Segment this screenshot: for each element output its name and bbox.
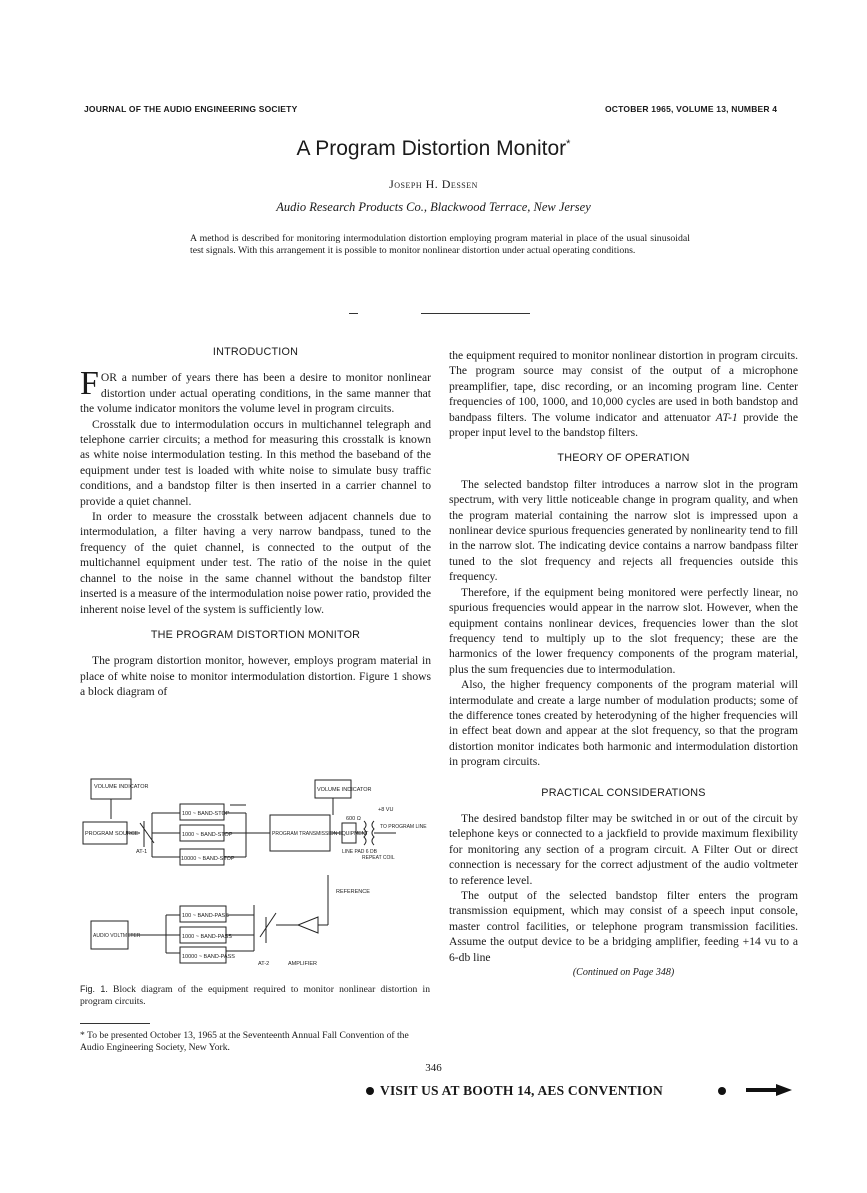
arrow-right-icon [746,1082,794,1098]
intro-paragraph-3: In order to measure the crosstalk between adjacent channels due to intermodulation, a filter having a very narrow bandpass, tuned to the frequency of the quiet channel, is connected to the output of the multichannel equipment under test. The ratio of the noise in the quiet channel to the noise in the same channel without the bandstop filter inserted is a measure of the intermodulation noise power ratio, provided the inherent noise level of the system is sufficiently low. [80,510,431,616]
figure-caption [80,983,430,1008]
monitor-cont-text-b: provide the proper input level to the bandstop filters. [449,410,798,440]
page-number: 346 [425,1062,442,1074]
footnote: * To be presented October 13, 1965 at the Seventeenth Annual Fall Convention of the Audio Engineering Society, New York. [80,1030,409,1053]
fig-label-pass-1000: 1000 ~ BAND-PASS [182,934,232,940]
fig-label-to-line: TO PROGRAM LINE [380,824,427,830]
intro-paragraph-2: Crosstalk due to intermodulation occurs in multichannel telegraph and telephone carrier circuits; a method for measuring this crosstalk is known as white noise intermodulation testing. In this method the baseband of the equipment under test is loaded with white noise to simulate busy traffic conditions, and a bandstop filter is then inserted in a carrier channel to provide a quiet channel. [80,417,431,508]
continued-note: (Continued on Page 348) [572,967,675,979]
fig-label-transmission: PROGRAM TRANSMISSION EQUIPMENT [272,831,369,837]
monitor-cont-at1: AT-1 [715,410,738,424]
fig-label-reference: REFERENCE [336,889,370,895]
fig-label-stop-10000: 10000 ~ BAND-STOP [181,856,235,862]
amplifier-triangle [298,917,318,933]
practical-paragraph-1: The desired bandstop filter may be switched in or out of the circuit by telephone keys or connected to a jackfield to provide maximum flexibility for monitoring any section of a program circuit. A Filter Out or direct connection is necessary for the correct adjustment of the audio voltmeter to reference level. [449,811,798,887]
fig-label-pass-10000: 10000 ~ BAND-PASS [182,954,235,960]
monitor-paragraph-continued [449,348,798,440]
journal-name: JOURNAL OF THE AUDIO ENGINEERING SOCIETY [84,104,298,114]
article-title [0,137,867,161]
theory-paragraph-1: The selected bandstop filter introduces a narrow slot in the program spectrum, with very little noticeable change in program quality, and when the program material containing the narrow slot is impressed upon a nonlinear device spurious frequencies generated by nonlinearity tend to fill in the narrow slot. The indicating device contains a narrow bandpass filter tuned to the slot frequency and rejects all frequencies outside this frequency. [449,477,798,584]
drop-cap: F [80,365,99,403]
caption-text: Block diagram of the equipment required to monitor nonlinear distortion in program circuits. [80,984,430,1007]
intro-p1-text: OR a number of years there has been a desire to monitor nonlinear distortion under actual operating conditions, in the same manner that the volume indicator monitors the volume level in program circuits. [80,371,431,416]
fig-label-pass-100: 100 ~ BAND-PASS [182,913,229,919]
heading-monitor: THE PROGRAM DISTORTION MONITOR [150,628,361,641]
issue-info: OCTOBER 1965, VOLUME 13, NUMBER 4 [605,104,778,114]
at2-attenuator [260,913,276,937]
fig-label-dist-indicator: VOLUME INDICATOR [317,787,372,793]
fig-label-program-source: PROGRAM SOURCE [85,831,139,837]
separator-short [349,313,358,314]
fig-label-db: +8 VU [378,807,394,813]
separator-long [421,313,530,314]
booth-notice: VISIT US AT BOOTH 14, AES CONVENTION [380,1083,663,1098]
heading-introduction: INTRODUCTION [212,346,299,358]
fig-label-stop-1000: 1000 ~ BAND-STOP [182,832,233,838]
bullet-dot-left [366,1087,374,1095]
fig-label-bridging: 600 Ω [346,816,361,822]
author-name: Joseph H. Dessen [389,177,478,191]
heading-theory: THEORY OF OPERATION [557,452,690,465]
title-text: A Program Distortion Monitor [296,137,567,160]
fig-label-volume-indicator: VOLUME INDICATOR [94,784,149,790]
intro-paragraph-1 [80,365,431,416]
title-footnote-mark: * [566,138,571,150]
bullet-dot-right [718,1087,726,1095]
monitor-cont-text-a: the equipment required to monitor nonlinear distortion in program circuits. The program source may consist of the output of a microphone preamplifier, tape, disc recording, or an incoming program line. Center frequencies of 100, 1000, and 10,000 cycles are used in both bandstop and bandpass filters. The volume indicator and attenuator [449,349,798,424]
theory-paragraph-3: Also, the higher frequency components of the program material will intermodulate and create a large number of modulation products; some of the difference tones created by heterodyning of the higher frequencies will in effect beat down and appear at the slot frequency, so that the program distortion monitor indicates both harmonic and intermodulation distortion in program circuits. [449,678,798,769]
right-column [449,348,798,980]
fig-label-amplifier: AMPLIFIER [288,961,318,967]
fig-label-stop-100: 100 ~ BAND-STOP [182,811,230,817]
fig-label-repeat-coil: REPEAT COIL [362,855,395,861]
abstract: A method is described for monitoring intermodulation distortion employing program material in place of the usual sinusoidal test signals. With this arrangement it is possible to monitor nonlinear distortion under actual operating conditions. [190,233,690,257]
theory-paragraph-2: Therefore, if the equipment being monitored were perfectly linear, no spurious frequencies would appear in the narrow slot. However, when the equipment contains nonlinear devices, frequencies lower than the slot frequency tend to multiply up to the slot frequency; these are the harmonics of the lower frequency components of the program material, plus the sum frequencies due to intermodulation. [449,585,798,676]
heading-practical: PRACTICAL CONSIDERATIONS [541,786,706,799]
fig-label-at2: AT-2 [258,961,270,967]
monitor-paragraph-1: The program distortion monitor, however, employs program material in place of white noise to monitor intermodulation distortion. Figure 1 shows a block diagram of [80,654,431,699]
affiliation: Audio Research Products Co., Blackwood Terrace, New Jersey [276,200,591,214]
figure-1-block-diagram [80,775,432,975]
left-column [80,336,431,700]
fig-label-line-pad: LINE PAD 6 DB [342,849,377,855]
fig-label-audio-voltmeter: AUDIO VOLTMETER [93,933,141,939]
caption-label: Fig. 1. [80,984,108,994]
footnote-rule [80,1023,150,1024]
fig-label-at1: AT-1 [136,849,148,855]
practical-paragraph-2: The output of the selected bandstop filter enters the program transmission equipment, which may consist of a speech input console, master control facilities, or telephone program transmission facilities. Assume the output device to be a bridging amplifier, feeding +14 vu to a 6-db line [449,889,798,964]
